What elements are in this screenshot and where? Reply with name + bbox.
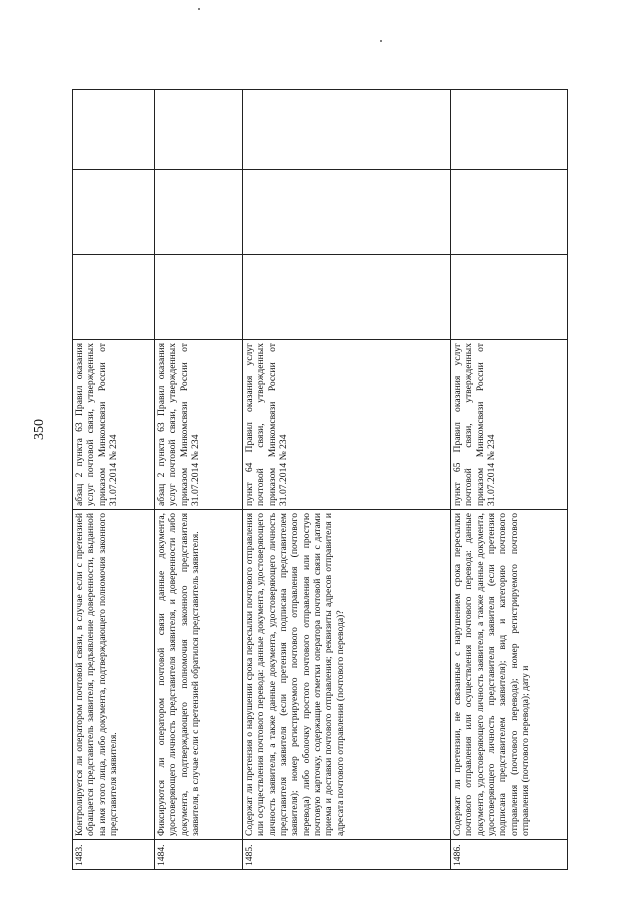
answer-cell <box>451 170 568 255</box>
answer-cell <box>243 255 451 340</box>
page-number: 350 <box>32 419 47 440</box>
answer-cell <box>243 90 451 170</box>
checklist-table <box>72 89 568 870</box>
answer-cell <box>73 170 155 255</box>
answer-cell <box>155 170 243 255</box>
question-cell: Фиксируются ли оператором почтовой связи данные документа, удостоверяющего личность представителя заявителя, и доверенности либо документа, подтверждающего полномочия законного представителя заявителя, в случае если с претензией обратился представитель заявителя. <box>155 510 243 840</box>
reference-cell: пункт 65 Правил оказания услуг почтовой связи, утвержденных приказом Минкомсвязи России от 31.07.2014 № 234 <box>451 340 568 510</box>
checklist-table-container <box>72 90 567 870</box>
question-cell: Контролируется ли оператором почтовой связи, в случае если с претензией обращается представитель заявителя, предъявление доверенности, выданной на имя этого лица, либо документа, подтверждающего полномочия законного представителя заявителя. <box>73 510 155 840</box>
table-row <box>73 90 155 870</box>
reference-cell: пункт 64 Правил оказания услуг почтовой связи, утвержденных приказом Минкомсвязи России от 31.07.2014 № 234 <box>243 340 451 510</box>
scan-speck <box>198 8 200 10</box>
answer-cell <box>243 170 451 255</box>
answer-cell <box>73 90 155 170</box>
question-cell: Содержат ли претензии, не связанные с нарушением срока пересылки почтового отправления или осуществления почтового перевода: данные документа, удостоверяющего личность заявителя, а также данные документа, удостоверяющего личность представителя заявителя (если претензия подписана представителем заявителя); вид и категорию почтового отправления (почтового перевода); номер регистрируемого почтового отправления (почтового перевода); дату и <box>451 510 568 840</box>
table-row <box>243 90 451 870</box>
table-row <box>155 90 243 870</box>
answer-cell <box>451 90 568 170</box>
row-number: 1483. <box>73 840 155 870</box>
table-row <box>451 90 568 870</box>
question-cell: Содержат ли претензия о нарушении срока пересылки почтового отправления или осуществления почтового перевода: данные документа, удостоверяющего личность заявителя, а также данные документа, удостоверяющего личность представителя заявителя (если претензия подписана представителем заявителя); номер регистрируемого почтового отправления (почтового перевода) либо оболочку простого почтового отправления или простую почтовую карточку, содержащие отметки оператора почтовой связи с датами приема и доставки почтового отправления; реквизиты адресов отправителя и адресата почтового отправления (почтового перевода)? <box>243 510 451 840</box>
answer-cell <box>155 255 243 340</box>
row-number: 1486. <box>451 840 568 870</box>
scan-speck <box>380 40 382 42</box>
answer-cell <box>451 255 568 340</box>
reference-cell: абзац 2 пункта 63 Правил оказания услуг почтовой связи, утвержденных приказом Минкомсвязи России от 31.07.2014 № 234 <box>73 340 155 510</box>
row-number: 1484. <box>155 840 243 870</box>
row-number: 1485. <box>243 840 451 870</box>
reference-cell: абзац 2 пункта 63 Правил оказания услуг почтовой связи, утвержденных приказом Минкомсвязи России от 31.07.2014 № 234 <box>155 340 243 510</box>
answer-cell <box>73 255 155 340</box>
answer-cell <box>155 90 243 170</box>
